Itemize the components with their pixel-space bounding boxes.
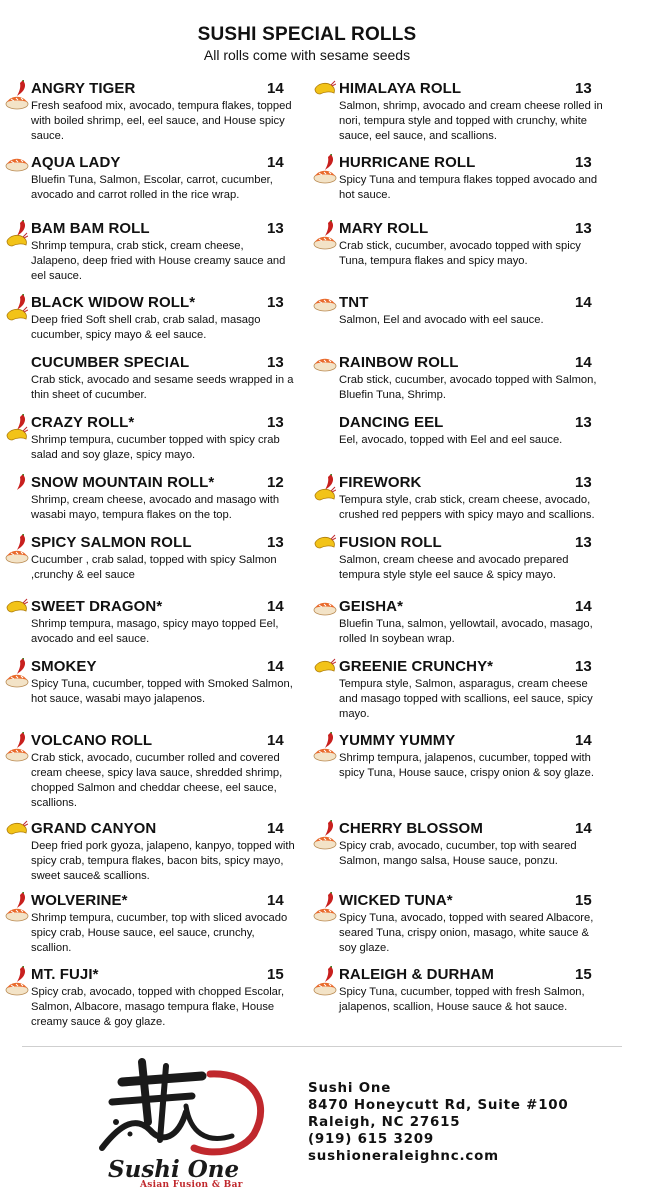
menu-item-description: Spicy crab, avocado, cucumber, top with seared Salmon, mango salsa, House sauce, ponzu. xyxy=(339,840,577,867)
menu-item-description: Crab stick, avocado, cucumber rolled and covered cream cheese, spicy lava sauce, shredded shrimp, chopped Salmon and cheddar cheese, eel sauce, scallions. xyxy=(31,752,283,809)
menu-item xyxy=(313,820,603,869)
menu-item-name: VOLCANO ROLL xyxy=(31,732,153,749)
menu-item-description: Bluefin Tuna, salmon, yellowtail, avocado, masago, rolled In soybean wrap. xyxy=(339,618,593,645)
menu-item-price: 13 xyxy=(575,220,592,237)
contact-name: Sushi One xyxy=(308,1081,392,1096)
menu-item-title-row xyxy=(313,966,603,984)
menu-item-title-row xyxy=(313,474,603,492)
menu-item-description: Bluefin Tuna, Salmon, Escolar, carrot, cucumber, avocado and carrot rolled in the rice wrap. xyxy=(31,174,273,201)
menu-item xyxy=(5,80,295,144)
menu-item-name: MT. FUJI* xyxy=(31,966,99,983)
menu-item-name: CHERRY BLOSSOM xyxy=(339,820,483,837)
menu-item-title-row xyxy=(5,294,295,312)
menu-item-name: AQUA LADY xyxy=(31,154,121,171)
menu-item xyxy=(5,220,295,284)
menu-item-price: 14 xyxy=(267,598,284,615)
logo-tagline: Asian Fusion & Bar xyxy=(140,1180,243,1190)
menu-item xyxy=(313,220,603,269)
calligraphy-logo-icon xyxy=(82,1052,282,1162)
menu-item-price: 13 xyxy=(575,80,592,97)
menu-item-title-row xyxy=(313,354,603,372)
menu-item-price: 13 xyxy=(575,414,592,431)
menu-item-name: FUSION ROLL xyxy=(339,534,442,551)
menu-item xyxy=(313,732,603,781)
menu-item xyxy=(5,732,295,811)
menu-item-price: 13 xyxy=(575,658,592,675)
menu-item-description: Spicy Tuna and tempura flakes topped avocado and hot sauce. xyxy=(339,174,598,201)
menu-item-title-row xyxy=(5,220,295,238)
menu-item-name: HURRICANE ROLL xyxy=(339,154,476,171)
menu-item-description: Spicy Tuna, cucumber, topped with Smoked Salmon, hot sauce, wasabi mayo jalapenos. xyxy=(31,678,293,705)
menu-item-description: Crab stick, avocado and sesame seeds wrapped in a thin sheet of cucumber. xyxy=(31,374,294,401)
restaurant-logo xyxy=(82,1052,282,1196)
contact-info xyxy=(308,1080,569,1165)
menu-item-name: TNT xyxy=(339,294,369,311)
menu-item-price: 14 xyxy=(575,820,592,837)
menu-item-description: Shrimp tempura, cucumber topped with spicy crab salad and soy glaze, spicy mayo. xyxy=(31,434,280,461)
menu-item-description: Fresh seafood mix, avocado, tempura flakes, topped with boiled shrimp, eel, eel sauce, and House spicy sauce. xyxy=(31,100,292,142)
menu-item xyxy=(313,414,603,448)
menu-item-title-row xyxy=(5,966,295,984)
menu-item-price: 13 xyxy=(267,414,284,431)
menu-item-title-row xyxy=(5,732,295,750)
menu-item-name: GEISHA* xyxy=(339,598,404,615)
menu-item xyxy=(5,534,295,583)
menu-item-price: 15 xyxy=(267,966,284,983)
menu-item-price: 12 xyxy=(267,474,284,491)
menu-item-name: CRAZY ROLL* xyxy=(31,414,135,431)
menu-item-description: Deep fried Soft shell crab, crab salad, masago cucumber, spicy mayo & eel sauce. xyxy=(31,314,261,341)
menu-item-description: Spicy Tuna, avocado, topped with seared Albacore, seared Tuna, crispy onion, masago, white sauce & soy glaze. xyxy=(339,912,594,954)
menu-item-name: BLACK WIDOW ROLL* xyxy=(31,294,196,311)
menu-item-title-row xyxy=(5,80,295,98)
menu-item-title-row xyxy=(5,658,295,676)
menu-item-description: Shrimp, cream cheese, avocado and masago with wasabi mayo, tempura flakes on the top. xyxy=(31,494,280,521)
menu-item-name: DANCING EEL xyxy=(339,414,444,431)
menu-item-name: FIREWORK xyxy=(339,474,422,491)
menu-item-price: 14 xyxy=(267,820,284,837)
menu-item xyxy=(313,658,603,722)
menu-item-title-row xyxy=(313,534,603,552)
menu-item-description: Shrimp tempura, masago, spicy mayo topped Eel, avocado and eel sauce. xyxy=(31,618,279,645)
menu-item-description: Shrimp tempura, crab stick, cream cheese, Jalapeno, deep fried with House creamy sauce and eel sauce. xyxy=(31,240,286,282)
menu-title: SUSHI SPECIAL ROLLS xyxy=(197,24,417,45)
menu-item-description: Crab stick, cucumber, avocado topped with spicy Tuna, tempura flakes and spicy mayo. xyxy=(339,240,581,267)
menu-item-title-row xyxy=(313,414,603,432)
menu-item-price: 14 xyxy=(575,598,592,615)
menu-item-name: SMOKEY xyxy=(31,658,97,675)
menu-item xyxy=(313,474,603,523)
menu-item-description: Cucumber , crab salad, topped with spicy Salmon ,crunchy & eel sauce xyxy=(31,554,277,581)
menu-item xyxy=(313,154,603,203)
menu-item xyxy=(313,892,603,956)
menu-item-name: HIMALAYA ROLL xyxy=(339,80,462,97)
menu-item-price: 14 xyxy=(267,732,284,749)
contact-address: 8470 Honeycutt Rd, Suite #100 xyxy=(308,1098,569,1113)
menu-item-price: 14 xyxy=(267,80,284,97)
menu-item-price: 14 xyxy=(267,154,284,171)
menu-item-description: Salmon, cream cheese and avocado prepared tempura style style eel sauce & spicy mayo. xyxy=(339,554,569,581)
menu-item-price: 15 xyxy=(575,966,592,983)
menu-item xyxy=(313,354,603,403)
menu-item-name: WOLVERINE* xyxy=(31,892,128,909)
menu-item-price: 13 xyxy=(267,294,284,311)
menu-item-name: GRAND CANYON xyxy=(31,820,157,837)
menu-item-description: Salmon, shrimp, avocado and cream cheese rolled in nori, tempura style and topped with crunchy, white sauce, eel sauce, and scallions. xyxy=(339,100,603,142)
menu-item-name: MARY ROLL xyxy=(339,220,429,237)
menu-item-title-row xyxy=(5,154,295,172)
menu-item-name: SPICY SALMON ROLL xyxy=(31,534,192,551)
menu-item-price: 14 xyxy=(267,658,284,675)
menu-subtitle: All rolls come with sesame seeds xyxy=(203,47,411,63)
menu-item-name: ANGRY TIGER xyxy=(31,80,136,97)
menu-item xyxy=(5,294,295,343)
menu-item xyxy=(313,534,603,583)
menu-item-title-row xyxy=(313,732,603,750)
menu-item-price: 13 xyxy=(575,474,592,491)
menu-item-title-row xyxy=(5,354,295,372)
menu-item-price: 13 xyxy=(575,534,592,551)
menu-item-description: Spicy crab, avocado, topped with chopped Escolar, Salmon, Albacore, masago tempura flake, House creamy sauce & goy glaze. xyxy=(31,986,285,1028)
footer-divider xyxy=(22,1046,622,1047)
menu-item-title-row xyxy=(313,892,603,910)
menu-item-title-row xyxy=(313,294,603,312)
menu-item-price: 15 xyxy=(575,892,592,909)
menu-item-title-row xyxy=(313,80,603,98)
menu-item-description: Tempura style, Salmon, asparagus, cream cheese and masago topped with scallions, eel sauce, spicy mayo. xyxy=(339,678,593,720)
menu-item-title-row xyxy=(313,820,603,838)
menu-item-price: 13 xyxy=(575,154,592,171)
menu-item xyxy=(5,474,295,523)
contact-website[interactable]: sushioneraleighnc.com xyxy=(308,1149,499,1164)
menu-item-title-row xyxy=(5,820,295,838)
menu-item xyxy=(5,414,295,463)
menu-item-price: 14 xyxy=(267,892,284,909)
menu-item-description: Tempura style, crab stick, cream cheese, avocado, crushed red peppers with spicy mayo and scallions. xyxy=(339,494,595,521)
menu-item-title-row xyxy=(5,474,295,492)
menu-item-name: RALEIGH & DURHAM xyxy=(339,966,494,983)
menu-item-name: SNOW MOUNTAIN ROLL* xyxy=(31,474,215,491)
menu-item xyxy=(313,966,603,1015)
menu-item-price: 14 xyxy=(575,294,592,311)
contact-city: Raleigh, NC 27615 xyxy=(308,1115,461,1130)
menu-item-title-row xyxy=(313,658,603,676)
menu-item-title-row xyxy=(5,414,295,432)
menu-item-description: Deep fried pork gyoza, jalapeno, kanpyo, topped with spicy crab, tempura flakes, bacon bits, spicy mayo, sweet sauce& scallions. xyxy=(31,840,295,882)
menu-item xyxy=(313,294,603,328)
menu-item xyxy=(313,598,603,647)
menu-item-price: 13 xyxy=(267,220,284,237)
logo-brand-text: Sushi One xyxy=(108,1156,240,1183)
menu-item-title-row xyxy=(313,220,603,238)
menu-item-name: CUCUMBER SPECIAL xyxy=(31,354,190,371)
menu-item-title-row xyxy=(5,534,295,552)
menu-item-price: 13 xyxy=(267,534,284,551)
menu-item-price: 14 xyxy=(575,354,592,371)
menu-item-description: Shrimp tempura, jalapenos, cucumber, topped with spicy Tuna, House sauce, crispy onion & soy glaze. xyxy=(339,752,594,779)
menu-item xyxy=(5,154,295,203)
menu-item-description: Salmon, Eel and avocado with eel sauce. xyxy=(339,314,544,326)
menu-item-description: Spicy Tuna, cucumber, topped with fresh Salmon, jalapenos, scallion, House sauce & hot sauce. xyxy=(339,986,585,1013)
menu-item-title-row xyxy=(313,598,603,616)
menu-item-title-row xyxy=(313,154,603,172)
menu-item-description: Eel, avocado, topped with Eel and eel sauce. xyxy=(339,434,563,446)
menu-item xyxy=(5,966,295,1030)
menu-item-name: WICKED TUNA* xyxy=(339,892,453,909)
menu-item-description: Crab stick, cucumber, avocado topped with Salmon, Bluefin Tuna, Shrimp. xyxy=(339,374,597,401)
menu-item-name: BAM BAM ROLL xyxy=(31,220,150,237)
menu-item-title-row xyxy=(5,598,295,616)
menu-item xyxy=(313,80,603,144)
menu-item-name: YUMMY YUMMY xyxy=(339,732,456,749)
menu-item-price: 14 xyxy=(575,732,592,749)
menu-item-description: Shrimp tempura, cucumber, top with sliced avocado spicy crab, House sauce, eel sauce, crunchy, scallion. xyxy=(31,912,288,954)
contact-phone: (919) 615 3209 xyxy=(308,1132,434,1147)
menu-header xyxy=(0,24,614,63)
menu-item xyxy=(5,354,295,403)
menu-item-title-row xyxy=(5,892,295,910)
menu-item-price: 13 xyxy=(267,354,284,371)
menu-item xyxy=(5,598,295,647)
menu-item xyxy=(5,658,295,707)
menu-item-name: SWEET DRAGON* xyxy=(31,598,163,615)
menu-item xyxy=(5,820,295,884)
menu-item-name: GREENIE CRUNCHY* xyxy=(339,658,494,675)
menu-item-name: RAINBOW ROLL xyxy=(339,354,459,371)
menu-item xyxy=(5,892,295,956)
